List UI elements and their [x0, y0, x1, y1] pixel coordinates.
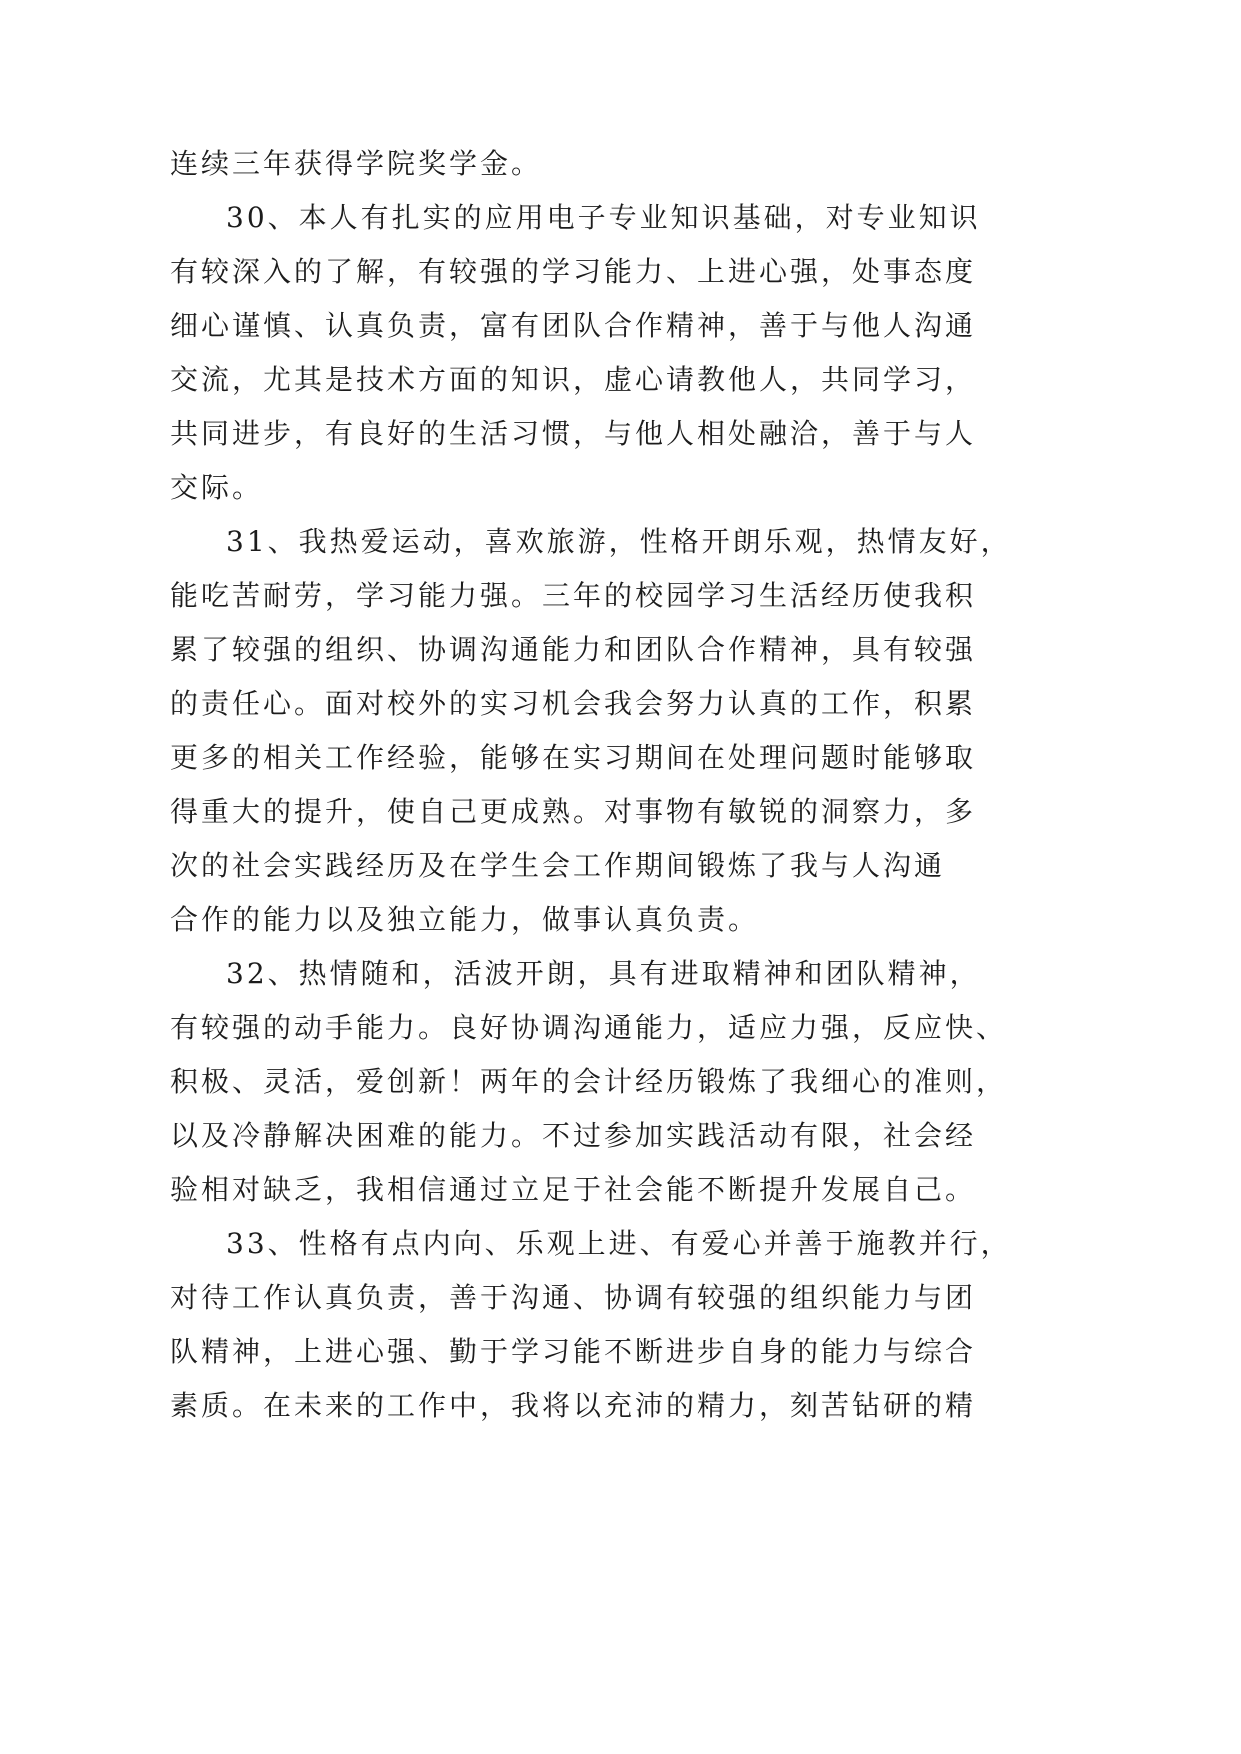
text-line: 细心谨慎、认真负责，富有团队合作精神，善于与他人沟通 [170, 309, 977, 342]
text-line: 以及冷静解决困难的能力。不过参加实践活动有限，社会经 [170, 1119, 977, 1152]
text-line: 有较深入的了解，有较强的学习能力、上进心强，处事态度 [170, 255, 977, 288]
text-line: 更多的相关工作经验，能够在实习期间在处理问题时能够取 [170, 741, 977, 774]
text-line: 素质。在未来的工作中，我将以充沛的精力，刻苦钻研的精 [170, 1389, 977, 1422]
text-line: 积极、灵活，爱创新！两年的会计经历锻炼了我细心的准则， [170, 1065, 1008, 1098]
paragraph-31-first-line: 31、我热爱运动，喜欢旅游，性格开朗乐观，热情友好， [226, 525, 1012, 558]
text-line: 的责任心。面对校外的实习机会我会努力认真的工作，积累 [170, 687, 977, 720]
text-line: 交际。 [170, 471, 264, 504]
text-line: 交流，尤其是技术方面的知识，虚心请教他人，共同学习， [170, 363, 977, 396]
text-line: 对待工作认真负责，善于沟通、协调有较强的组织能力与团 [170, 1281, 977, 1314]
text-line: 得重大的提升，使自己更成熟。对事物有敏锐的洞察力，多 [170, 795, 977, 828]
text-line: 次的社会实践经历及在学生会工作期间锻炼了我与人沟通 [170, 849, 946, 882]
text-line: 合作的能力以及独立能力，做事认真负责。 [170, 903, 760, 936]
text-line: 共同进步，有良好的生活习惯，与他人相处融洽，善于与人 [170, 417, 977, 450]
text-line: 队精神，上进心强、勤于学习能不断进步自身的能力与综合 [170, 1335, 977, 1368]
text-line: 累了较强的组织、协调沟通能力和团队合作精神，具有较强 [170, 633, 977, 666]
paragraph-32-first-line: 32、热情随和，活波开朗，具有进取精神和团队精神， [226, 957, 981, 990]
paragraph-33-first-line: 33、性格有点内向、乐观上进、有爱心并善于施教并行， [226, 1227, 1012, 1260]
text-line: 能吃苦耐劳，学习能力强。三年的校园学习生活经历使我积 [170, 579, 977, 612]
paragraph-30-first-line: 30、本人有扎实的应用电子专业知识基础，对专业知识 [226, 201, 981, 234]
text-line: 有较强的动手能力。良好协调沟通能力，适应力强，反应快、 [170, 1011, 1008, 1044]
text-line: 验相对缺乏，我相信通过立足于社会能不断提升发展自己。 [170, 1173, 977, 1206]
text-line: 连续三年获得学院奖学金。 [170, 147, 543, 180]
